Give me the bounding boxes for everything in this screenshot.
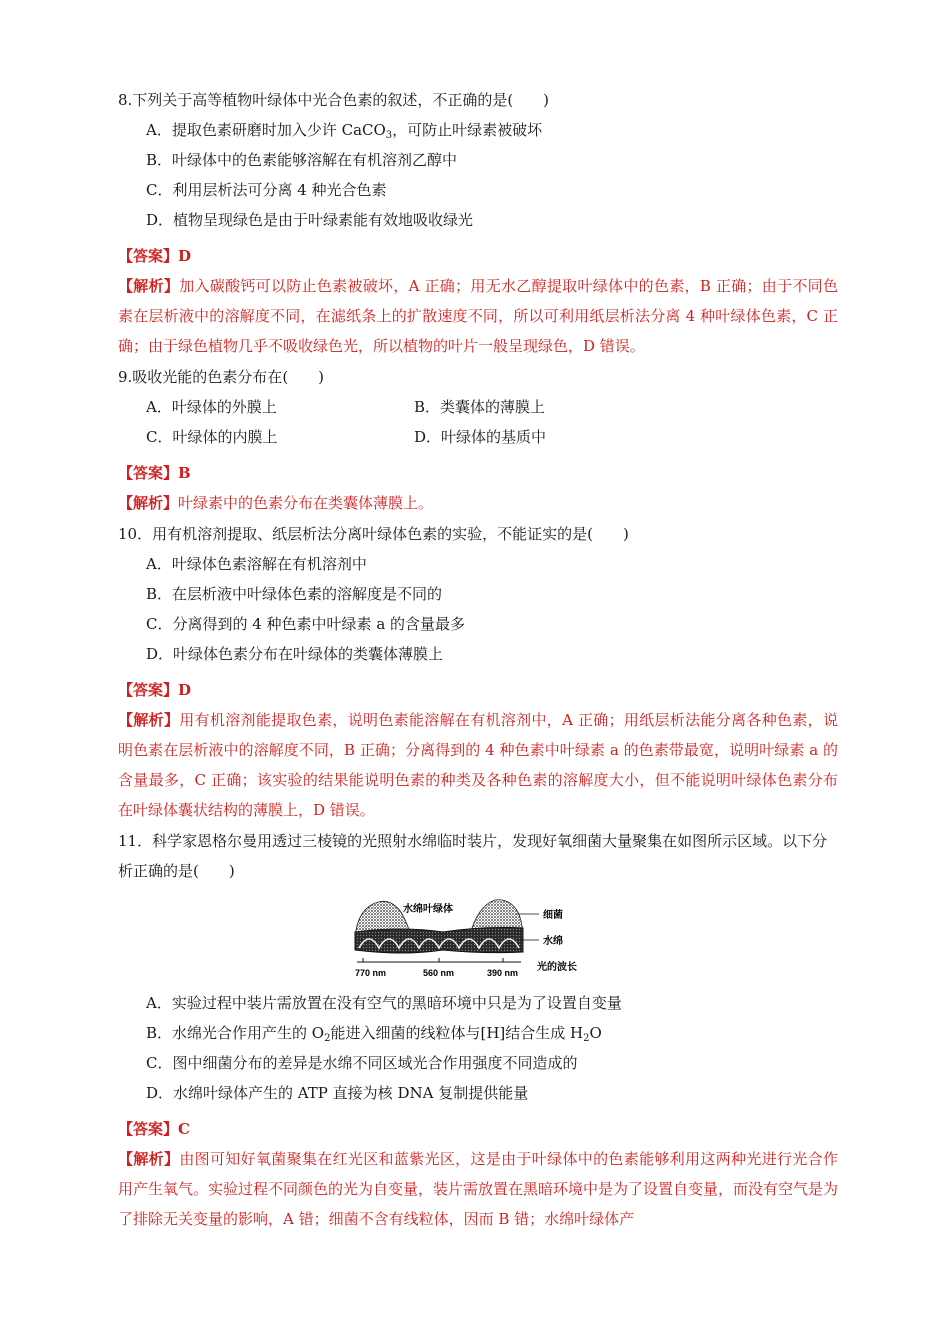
question-9-option-a: A．叶绿体的外膜上: [146, 398, 277, 416]
question-9-answer: 【答案】B: [118, 464, 191, 482]
question-10-option-a: A．叶绿体色素溶解在有机溶剂中: [146, 555, 367, 573]
engelmann-experiment-diagram: [353, 892, 603, 984]
question-8-option-c: C．利用层析法可分离 4 种光合色素: [146, 181, 387, 199]
tick-label-390: 390 nm: [487, 968, 519, 978]
explanation-label: 【解析】: [118, 711, 180, 729]
engelmann-figure: [118, 892, 838, 984]
question-8-explanation: 【解析】加入碳酸钙可以防止色素被破坏，A 正确；用无水乙醇提取叶绿体中的色素，B 正确；由于不同色素在层析液中的溶解度不同，在滤纸条上的扩散速度不同，所以可利用纸层析法分离 4 种叶绿体色素，C 正确；由于绿色植物几乎不吸收绿色光，所以植物的叶片一般呈现绿色，D 错误。: [118, 277, 838, 355]
question-11-answer: 【答案】C: [118, 1120, 190, 1138]
question-8-answer: 【答案】D: [118, 247, 192, 265]
question-10-option-b: B．在层析液中叶绿体色素的溶解度是不同的: [146, 585, 443, 603]
tick-label-560: 560 nm: [423, 968, 455, 978]
tick-label-770: 770 nm: [355, 968, 387, 978]
question-11-option-b: B．水绵光合作用产生的 $O_2$能进入细菌的线粒体与[H]结合生成 $H_2O$: [146, 1024, 602, 1044]
question-content: [118, 84, 838, 1234]
label-alga: 水绵: [543, 936, 563, 947]
label-bacteria: 细菌: [543, 910, 563, 921]
question-8-stem: 8.下列关于高等植物叶绿体中光合色素的叙述，不正确的是( ): [118, 91, 550, 109]
question-9-options-row-1: [118, 392, 838, 422]
question-9-explanation: 【解析】叶绿素中的色素分布在类囊体薄膜上。: [118, 494, 434, 512]
question-8-option-b: B．叶绿体中的色素能够溶解在有机溶剂乙醇中: [146, 151, 458, 169]
question-9-option-c: C．叶绿体的内膜上: [146, 428, 278, 446]
label-wavelength: 光的波长: [537, 962, 577, 973]
question-9-option-b: B．类囊体的薄膜上: [414, 398, 546, 416]
question-10-stem: 10．用有机溶剂提取、纸层析法分离叶绿体色素的实验，不能证实的是( ): [118, 525, 629, 543]
question-10-option-c: C．分离得到的 4 种色素中叶绿素 a 的含量最多: [146, 615, 466, 633]
explanation-label: 【解析】: [118, 1150, 180, 1168]
question-11-stem: 11．科学家恩格尔曼用透过三棱镜的光照射水绵临时装片，发现好氧细菌大量聚集在如图所示区域。以下分析正确的是( ): [118, 832, 828, 880]
question-8-option-d: D．植物呈现绿色是由于叶绿素能有效地吸收绿光: [146, 211, 474, 229]
question-11-explanation: 【解析】由图可知好氧菌聚集在红光区和蓝紫光区，这是由于叶绿体中的色素能够利用这两种光进行光合作用产生氧气。实验过程不同颜色的光为自变量，装片需放置在黑暗环境中是为了设置自变量，而没有空气是为了排除无关变量的影响，A 错；细菌不含有线粒体，因而 B 错；水绵叶绿体产: [118, 1150, 839, 1228]
question-10-explanation: 【解析】用有机溶剂能提取色素，说明色素能溶解在有机溶剂中，A 正确；用纸层析法能分离各种色素，说明色素在层析液中的溶解度不同，B 正确；分离得到的 4 种色素中叶绿素 a 的色素带最宽，说明叶绿素 a 的含量最多，C 正确；该实验的结果能说明色素的种类及各种色素的溶解度大小，但不能说明叶绿体色素分布在叶绿体囊状结构的薄膜上，D 错误。: [118, 711, 838, 819]
question-9-stem: 9.吸收光能的色素分布在( ): [118, 368, 325, 386]
label-chloroplast: 水绵叶绿体: [403, 904, 453, 915]
question-11-option-d: D．水绵叶绿体产生的 ATP 直接为核 DNA 复制提供能量: [146, 1084, 529, 1102]
question-10-option-d: D．叶绿体色素分布在叶绿体的类囊体薄膜上: [146, 645, 444, 663]
question-10-answer: 【答案】D: [118, 681, 192, 699]
question-8-option-a: A．提取色素研磨时加入少许 CaCO$_3$，可防止叶绿素被破坏: [146, 121, 543, 141]
question-11-option-a: A．实验过程中装片需放置在没有空气的黑暗环境中只是为了设置自变量: [146, 994, 622, 1012]
question-11-option-c: C．图中细菌分布的差异是水绵不同区域光合作用强度不同造成的: [146, 1054, 578, 1072]
question-9-option-d: D．叶绿体的基质中: [414, 428, 547, 446]
explanation-label: 【解析】: [118, 277, 180, 295]
explanation-label: 【解析】: [118, 494, 179, 512]
question-9-options-row-2: [118, 422, 838, 452]
